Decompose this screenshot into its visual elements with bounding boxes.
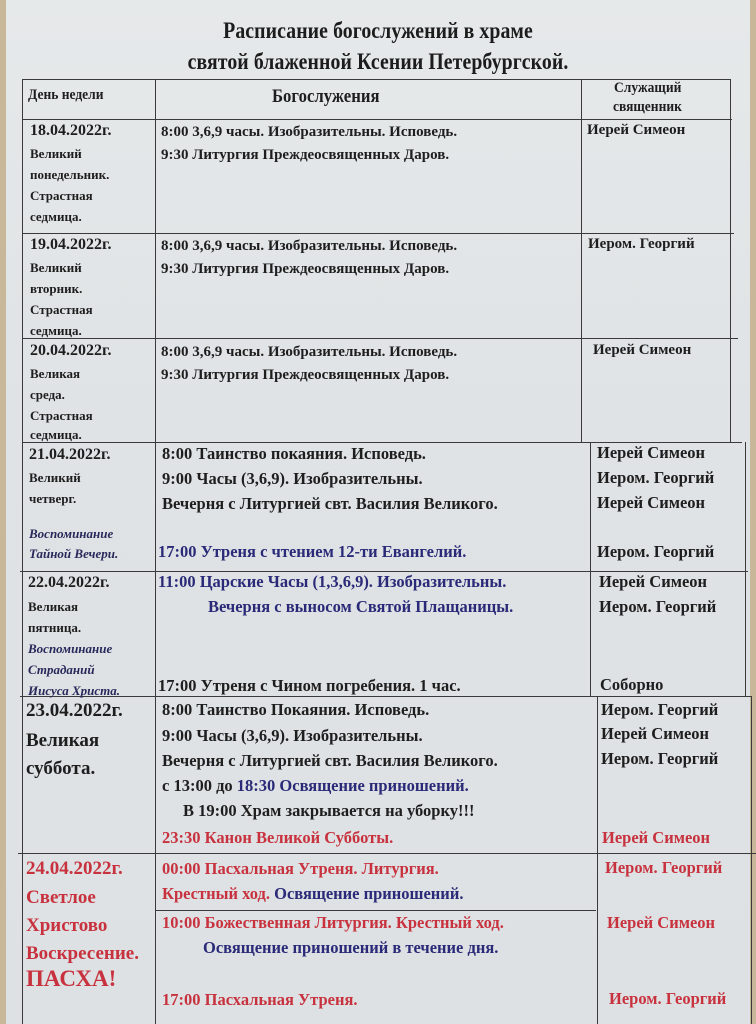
priest-name: Иерей Симеон xyxy=(602,828,711,847)
priest-name: Иером. Георгий xyxy=(609,989,727,1008)
row-day: Страстная xyxy=(30,408,93,423)
service-line: Крестный ход. Освящение приношений. xyxy=(162,884,464,903)
priest-name: Иером. Георгий xyxy=(599,597,717,616)
row-day: среда. xyxy=(30,387,65,402)
row-day: Великий xyxy=(30,146,82,161)
row-date: 24.04.2022г. xyxy=(26,858,123,879)
row-commemoration: Страданий xyxy=(28,662,95,677)
row-day: Великая xyxy=(28,599,79,614)
row-commemoration: Воспоминание xyxy=(29,526,114,541)
service-line: 8:00 Таинство Покаяния. Исповедь. xyxy=(162,700,430,719)
service-line: 8:00 3,6,9 часы. Изобразительны. Исповедь. xyxy=(161,238,458,254)
row-day: Великий xyxy=(30,260,82,275)
service-line: 8:00 3,6,9 часы. Изобразительны. Исповедь. xyxy=(161,344,458,360)
table-border xyxy=(751,696,752,1024)
row-day: Великий xyxy=(29,470,81,485)
priest-name: Иерей Симеон xyxy=(599,572,708,591)
row-day: Страстная xyxy=(30,188,93,203)
row-day: понедельник. xyxy=(30,167,110,182)
row-date: 21.04.2022г. xyxy=(29,446,111,463)
row-commemoration: Тайной Вечери. xyxy=(29,546,119,561)
header-services: Богослужения xyxy=(272,86,380,107)
priest-name: Иерей Симеон xyxy=(597,493,706,512)
service-line: 00:00 Пасхальная Утреня. Литургия. xyxy=(162,859,439,878)
service-line: 8:00 3,6,9 часы. Изобразительны. Исповедь. xyxy=(161,124,458,140)
service-line: 17:00 Утреня с чтением 12-ти Евангелий. xyxy=(158,542,467,561)
service-line: 9:30 Литургия Преждеосвященных Даров. xyxy=(161,147,450,163)
priest-name: Иерей Симеон xyxy=(587,122,686,138)
row-day: Воскресение. xyxy=(26,943,139,964)
table-border xyxy=(18,853,756,854)
service-line: Освящение приношений в течение дня. xyxy=(203,938,499,957)
service-line: с 13:00 до 18:30 Освящение приношений. xyxy=(162,776,469,795)
service-line: 9:00 Часы (3,6,9). Изобразительны. xyxy=(162,726,423,745)
row-day: седмица. xyxy=(30,427,82,442)
service-line: 17:00 Утреня с Чином погребения. 1 час. xyxy=(158,676,461,695)
priest-name: Иерей Симеон xyxy=(593,342,692,358)
row-day: вторник. xyxy=(30,281,83,296)
table-border xyxy=(22,119,732,120)
priest-name: Иерей Симеон xyxy=(597,443,706,462)
table-border xyxy=(590,442,591,697)
priest-name: Иером. Георгий xyxy=(588,236,695,252)
header-priest-line2: священник xyxy=(613,99,682,115)
priest-name: Соборно xyxy=(600,675,664,694)
row-day: Великая xyxy=(26,730,100,751)
row-day: седмица. xyxy=(30,323,82,338)
row-date: 18.04.2022г. xyxy=(30,122,112,139)
row-day: Страстная xyxy=(30,302,93,317)
priest-name: Иером. Георгий xyxy=(597,542,715,561)
row-day: седмица. xyxy=(30,209,82,224)
service-line: Вечерня с Литургией свт. Василия Великого. xyxy=(162,494,498,513)
priest-name: Иером. Георгий xyxy=(601,700,719,719)
row-commemoration: Воспоминание xyxy=(28,641,113,656)
table-border xyxy=(581,79,582,443)
priest-name: Иером. Георгий xyxy=(601,749,719,768)
row-date: 22.04.2022г. xyxy=(28,574,110,591)
service-line: В 19:00 Храм закрывается на уборку!!! xyxy=(183,801,475,820)
page-subtitle: святой блаженной Ксении Петербургской. xyxy=(187,49,569,74)
row-day: пятница. xyxy=(28,620,82,635)
row-day: Христово xyxy=(26,915,108,936)
table-border xyxy=(22,79,23,1024)
table-border xyxy=(22,338,738,339)
row-date: 20.04.2022г. xyxy=(30,342,112,359)
service-line: 9:30 Литургия Преждеосвященных Даров. xyxy=(161,261,450,277)
page-title: Расписание богослужений в храме xyxy=(223,18,533,43)
service-line: 8:00 Таинство покаяния. Исповедь. xyxy=(162,444,426,463)
row-day: Светлое xyxy=(26,887,96,908)
header-priest-line1: Служащий xyxy=(614,80,682,96)
service-line: 9:00 Часы (3,6,9). Изобразительны. xyxy=(162,469,423,488)
row-date: 23.04.2022г. xyxy=(26,700,123,721)
row-day: суббота. xyxy=(26,758,96,779)
table-border xyxy=(156,910,596,911)
table-border xyxy=(730,79,731,443)
table-border xyxy=(745,442,746,697)
row-date: 19.04.2022г. xyxy=(30,236,112,253)
priest-name: Иером. Георгий xyxy=(597,468,715,487)
row-day: четверг. xyxy=(29,491,77,506)
table-border xyxy=(20,696,752,697)
service-line: 10:00 Божественная Литургия. Крестный ход. xyxy=(162,913,504,932)
easter-heading: ПАСХА! xyxy=(26,966,117,991)
service-line: 9:30 Литургия Преждеосвященных Даров. xyxy=(161,367,450,383)
service-line: Вечерня с Литургией свт. Василия Великого. xyxy=(162,751,498,770)
service-line: 11:00 Царские Часы (1,3,6,9). Изобразительны. xyxy=(158,572,507,591)
priest-name: Иерей Симеон xyxy=(601,724,710,743)
priest-name: Иерей Симеон xyxy=(607,913,716,932)
table-border xyxy=(597,696,598,1024)
header-day: День недели xyxy=(28,87,104,103)
row-commemoration: Иисуса Христа. xyxy=(28,683,121,698)
service-line: Вечерня с выносом Святой Плащаницы. xyxy=(208,597,514,616)
table-border xyxy=(155,79,156,1024)
service-line: 17:00 Пасхальная Утреня. xyxy=(162,990,358,1009)
priest-name: Иером. Георгий xyxy=(605,858,723,877)
service-line: 23:30 Канон Великой Субботы. xyxy=(162,828,394,847)
row-day: Великая xyxy=(30,366,81,381)
table-border xyxy=(22,233,734,234)
